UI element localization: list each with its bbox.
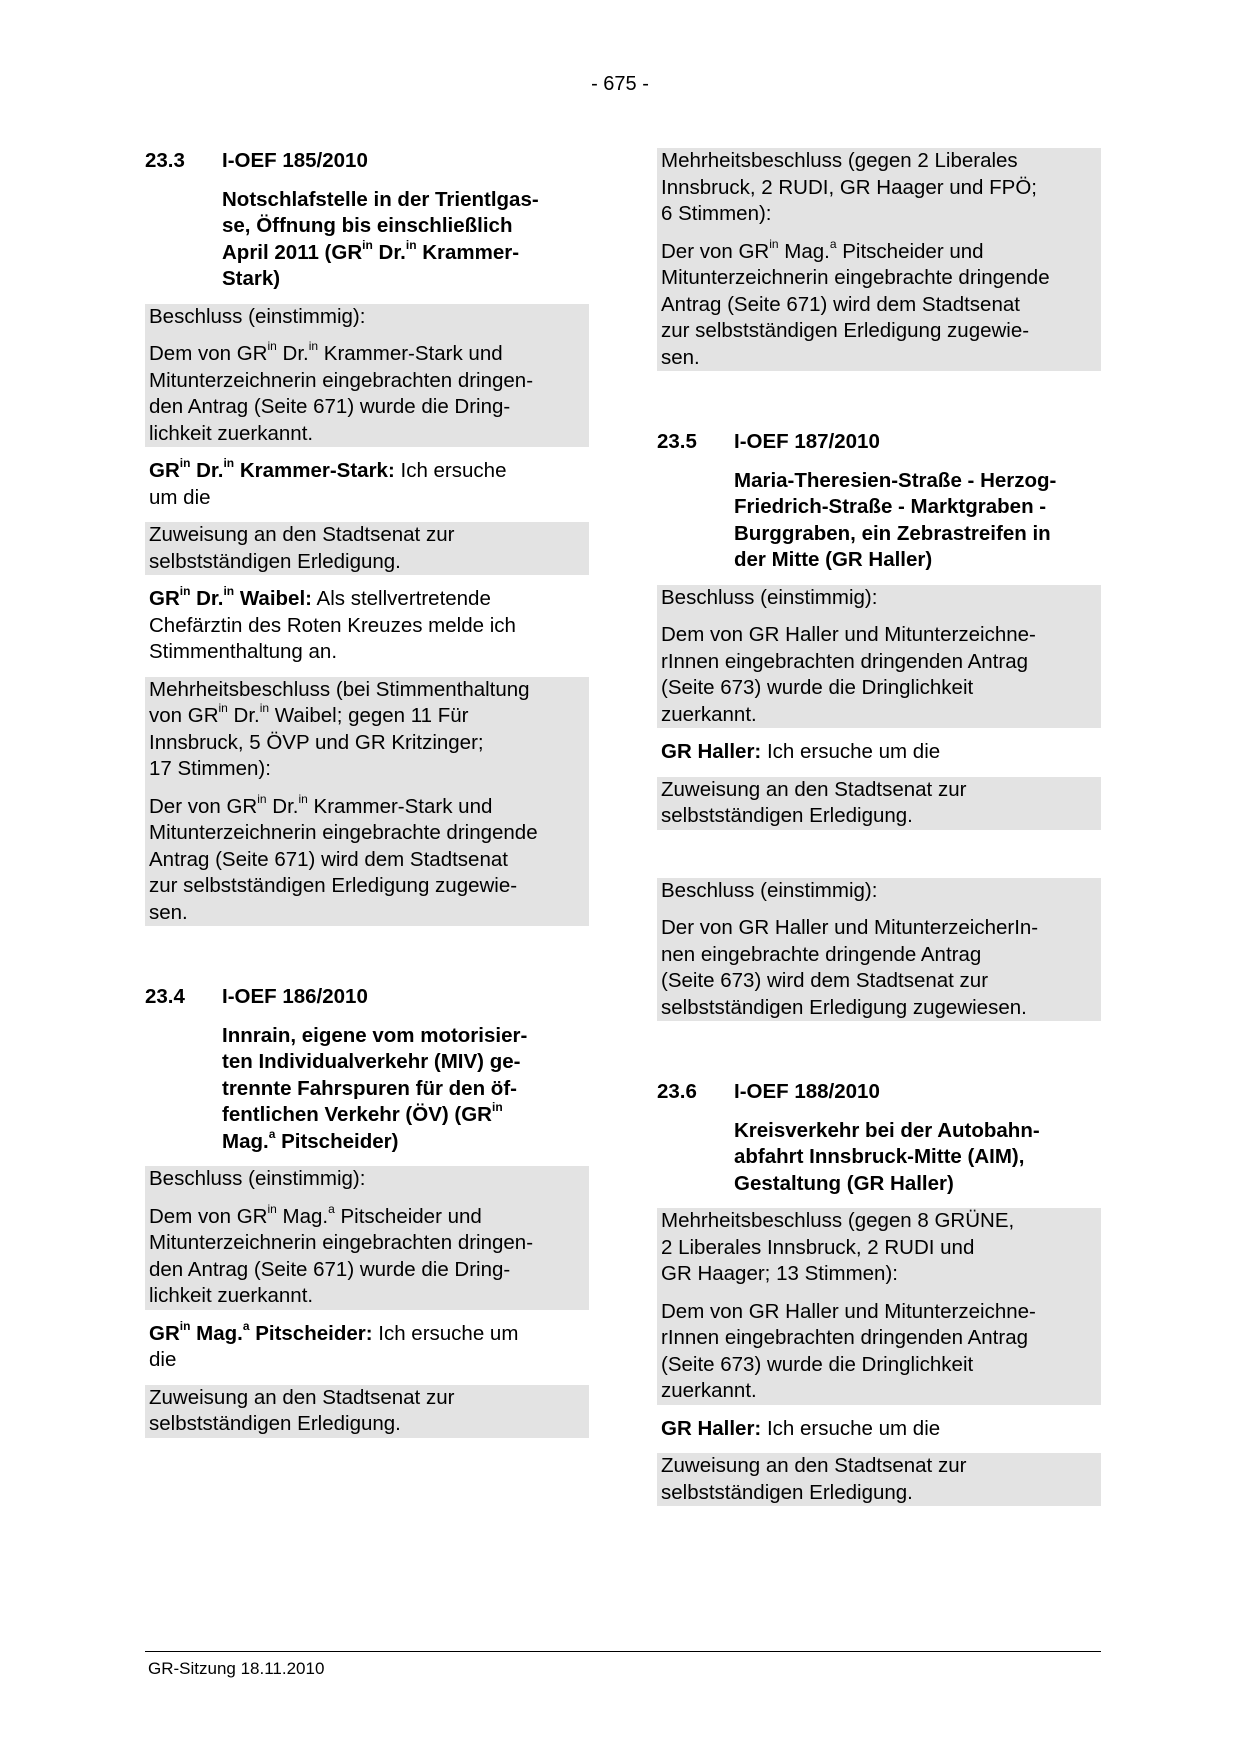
zuweisung-paragraph: Zuweisung an den Stadtsenat zur selbstständigen Erledigung. (657, 1453, 1101, 1506)
page-number: - 675 - (591, 73, 649, 95)
footer-text: GR-Sitzung 18.11.2010 (148, 1659, 325, 1678)
section-23-6-heading (657, 1079, 1101, 1106)
mehrheitsbeschluss-paragraph: Mehrheitsbeschluss (bei Stimmenthaltung von $GR^{in}$ Dr.$^{in}$ Waibel; gegen 11 Für Innsbruck, 5 ÖVP und GR Kritzinger; 17 Stimmen): (145, 677, 589, 783)
beschluss-label: Beschluss (einstimmig): (145, 304, 589, 331)
title-line: se, Öffnung bis einschließlich (222, 214, 513, 237)
mehrheitsbeschluss-paragraph: Mehrheitsbeschluss (gegen 2 Liberales Innsbruck, 2 RUDI, GR Haager und FPÖ; 6 Stimmen): (657, 148, 1101, 228)
dringlichkeit-paragraph: Dem von $GR^{in}$ Dr.$^{in}$ Krammer-Stark und Mitunterzeichnerin eingebrachten dringen- den Antrag (Seite 671) wurde die Dring- lichkeit zuerkannt. (145, 330, 589, 447)
speaker-paragraph: GR Haller: Ich ersuche um die (661, 740, 941, 763)
beschluss-label: Beschluss (einstimmig): (657, 585, 1101, 612)
section-23-3-title (222, 187, 589, 293)
right-column (657, 148, 1101, 1506)
speaker-paragraph: $GR^{in}$ Dr.$^{in}$ Krammer-Stark: Ich ersuche um die (149, 456, 507, 509)
section-code: I-OEF 186/2010 (222, 985, 368, 1008)
section-23-4-title: Innrain, eigene vom motorisier- ten Individualverkehr (MIV) ge- trennte Fahrspuren für den öf- fentlichen Verkehr (ÖV) ($GR^{in}$ Mag.$^a$ Pitscheider) (222, 1023, 528, 1153)
title-line: Notschlafstelle in der Trientlgas- (222, 187, 539, 211)
section-23-5-title: Maria-Theresien-Straße - Herzog- Friedrich-Straße - Marktgraben - Burggraben, ein Zebrastreifen in der Mitte (GR Haller) (734, 468, 1057, 571)
speaker-paragraph: $GR^{in}$ Dr.$^{in}$ Waibel: Als stellvertretende Chefärztin des Roten Kreuzes melde ich Stimmenthaltung an. (149, 584, 516, 663)
beschluss-label: Beschluss (einstimmig): (145, 1166, 589, 1193)
title-line: Stark) (222, 267, 281, 290)
section-23-4-heading (145, 984, 589, 1011)
superscript: in (405, 237, 417, 252)
dringlichkeit-paragraph: Dem von GR Haller und Mitunterzeichne- rInnen eingebrachten dringenden Antrag (Seite 673) wurde die Dringlichkeit zuerkannt. (657, 1288, 1101, 1405)
section-number: 23.6 (657, 1080, 697, 1103)
section-number: 23.5 (657, 430, 697, 453)
superscript: in (362, 237, 373, 252)
dringlichkeit-paragraph: Dem von GR Haller und Mitunterzeichne- rInnen eingebrachten dringenden Antrag (Seite 673) wurde die Dringlichkeit zuerkannt. (657, 611, 1101, 728)
zuweisung-paragraph: Zuweisung an den Stadtsenat zur selbstständigen Erledigung. (145, 522, 589, 575)
zuweisung-result-paragraph: Der von $GR^{in}$ Mag.$^a$ Pitscheider und Mitunterzeichnerin eingebrachte dringende Antrag (Seite 671) wird dem Stadtsenat zur selbstständigen Erledigung zugewie- sen. (657, 228, 1101, 372)
title-line: Krammer- (416, 240, 520, 264)
section-23-5-heading (657, 429, 1101, 456)
speaker-paragraph: GR Haller: Ich ersuche um die (661, 1416, 941, 1440)
left-column (145, 148, 589, 1438)
footer-divider (145, 1651, 1101, 1652)
beschluss-label: Beschluss (einstimmig): (657, 878, 1101, 905)
section-number: 23.4 (145, 985, 185, 1008)
dringlichkeit-paragraph: Dem von $GR^{in}$ Mag.$^a$ Pitscheider und Mitunterzeichnerin eingebrachten dringen- den Antrag (Seite 671) wurde die Dring- lichkeit zuerkannt. (145, 1193, 589, 1310)
zuweisung-paragraph: Zuweisung an den Stadtsenat zur selbstständigen Erledigung. (145, 1385, 589, 1438)
mehrheitsbeschluss-paragraph: Mehrheitsbeschluss (gegen 8 GRÜNE, 2 Liberales Innsbruck, 2 RUDI und GR Haager; 13 Stimmen): (657, 1208, 1101, 1288)
section-code: I-OEF 187/2010 (734, 430, 880, 453)
section-23-6-title: Kreisverkehr bei der Autobahn- abfahrt Innsbruck-Mitte (AIM), Gestaltung (GR Haller) (734, 1118, 1040, 1195)
zuweisung-result-paragraph: Der von GR Haller und MitunterzeicherIn- nen eingebrachte dringende Antrag (Seite 673) wird dem Stadtsenat zur selbstständigen Erledigung zugewiesen. (657, 904, 1101, 1021)
section-number: 23.3 (145, 149, 185, 172)
title-line: Dr. (372, 240, 406, 264)
zuweisung-result-paragraph: Der von $GR^{in}$ Dr.$^{in}$ Krammer-Stark und Mitunterzeichnerin eingebrachte dringende Antrag (Seite 671) wird dem Stadtsenat zur selbstständigen Erledigung zugewie- sen. (145, 783, 589, 927)
zuweisung-paragraph: Zuweisung an den Stadtsenat zur selbstständigen Erledigung. (657, 777, 1101, 830)
section-23-3-heading (145, 148, 589, 175)
title-line: April 2011 (GR (222, 240, 363, 264)
section-code: I-OEF 185/2010 (222, 149, 368, 172)
speaker-paragraph: $GR^{in}$ Mag.$^a$ Pitscheider: Ich ersuche um die (149, 1318, 519, 1371)
section-code: I-OEF 188/2010 (734, 1080, 880, 1103)
